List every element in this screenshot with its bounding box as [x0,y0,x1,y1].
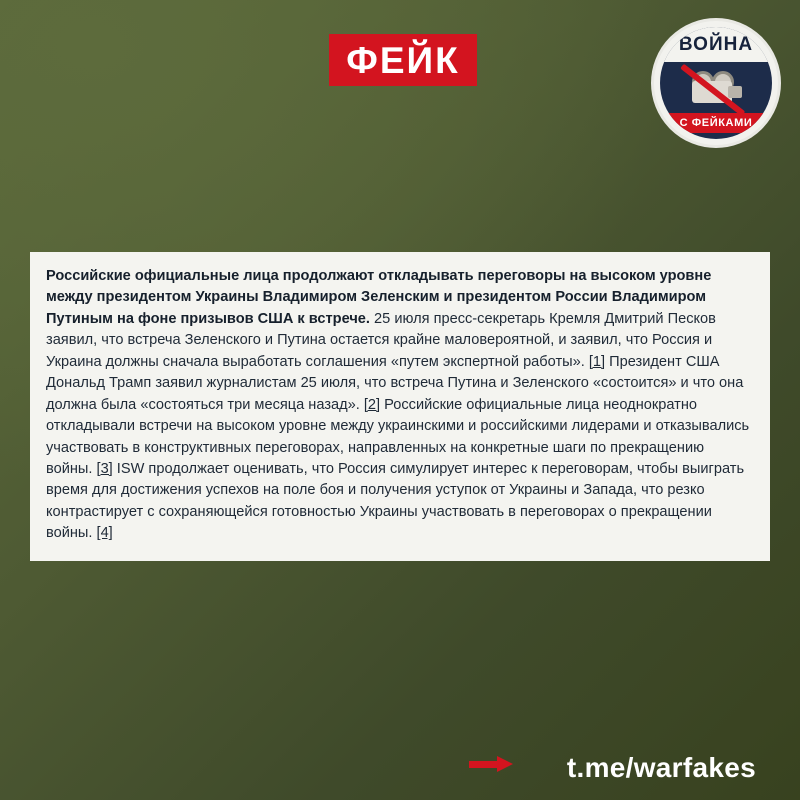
article-paragraph [46,266,754,545]
article-lead: Российские официальные лица продолжают откладывать переговоры на высоком уровне между президентом Украины Владимиром Зеленским и президентом России Владимиром Путиным на фоне призывов США к встрече. [46,268,712,327]
footer [0,742,800,782]
fake-stamp-label: ФЕЙК [346,39,460,81]
logo-bottom-band [660,113,772,133]
logo-top-band [660,27,772,62]
logo-top-label: ВОЙНА [678,34,754,55]
warfakes-logo [651,18,781,148]
arrow-shaft [469,761,499,768]
article-body-3: Российские официальные лица неоднократно откладывали встречи на высоком уровне между украинскими и российскими лидерами и отказывались участвовать в конструктивных переговорах, направленных на конкретные шаги по прекращению войны. [46,396,750,477]
article-ref-4[interactable]: [4] [96,525,113,542]
telegram-channel-link[interactable]: t.me/warfakes [566,752,756,783]
article-body-1: 25 июля пресс-секретарь Кремля Дмитрий Песков заявил, что встреча Зеленского и Путина остается крайне маловероятной, и заявил, что Россия и Украина должны сначала выработать соглашения «путем экспертной работы». [46,310,716,370]
article-ref-1[interactable]: [1] [588,353,606,370]
camera-crossed-out-icon [684,71,748,105]
article-ref-3[interactable]: [3] [96,460,113,477]
article-ref-2[interactable]: [2] [363,396,381,413]
logo-inner-circle [660,27,772,139]
article-body-2: Президент США Дональд Трамп заявил журналистам 25 июля, что встреча Путина и Зеленского «состоится» и что она должна была «состояться три месяца назад». [46,353,744,413]
article-body-4: ISW продолжает оценивать, что Россия симулирует интерес к переговорам, чтобы выиграть время для достижения успехов на поле боя и получения уступок от Украины и Запада, что резко контрастирует с сохраняющейся готовностью Украины участвовать в переговорах о прекращении войны. [46,460,745,542]
logo-bottom-label: С ФЕЙКАМИ [679,116,753,129]
arrow-right-icon [469,756,513,772]
camera-lens-icon [728,86,742,98]
arrow-head [497,756,513,772]
quoted-article-card [30,252,770,561]
fake-stamp-badge [329,34,477,86]
